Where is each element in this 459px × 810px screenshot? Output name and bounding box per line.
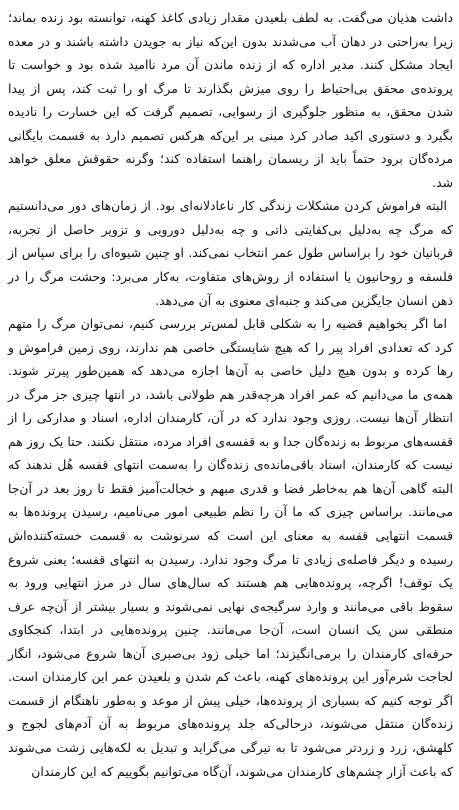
paragraph-2: البته فراموش کردن مشکلات زندگی کار ناعادلانه‌ای بود. از زمان‌های دور می‌دانستیم که مرگ چه به‌دلیل بی‌کفایتی ذاتی و چه به‌دلیل دورویی و تزویر حاصل از تجربه، قربانیان خود را براساس طول عمر انتخاب نمی‌کند. او چنین شیوه‌ای را برای سپاس از فلسفه و روحانیون یا استفاده از روش‌های متفاوت، به‌کار می‌برد: وحشت مرگ را در ذهن انسان جایگزین می‌کند و جنبه‌ای معنوی به آن می‌دهد.	[8, 198, 453, 308]
paragraph-1: داشت هذیان می‌گفت. به لطف بلعیدن مقدار زیادی کاغذ کهنه، توانسته بود زنده بماند؛ زیرا به‌راحتی در دهان آب می‌شدند بدون این‌که نیاز به جویدن داشته باشند و در معده ایجاد مشکل کنند. مدیر اداره که از زنده ماندن آن مرد ناامید شده بود و خواست تا پرونده‌ی محقق بی‌احتیاط را روی میزش بگذارند تا مرگ او را ثبت کند، پس از پیدا شدن محقق، به منظور جلوگیری از رسوایی، تصمیم گرفت که این خسارت را نادیده بگیرد و دستوری اکید صادر کرد مبنی بر این‌که هرکس تصمیم دارد به قسمت بایگانی مرده‌گان برود حتماً باید از ریسمان راهنما استفاده کند؛ وگرنه حقوقش معلق خواهد شد.	[8, 10, 453, 190]
paragraph-3: اما اگر بخواهیم قضیه را به شکلی قابل لمس‌تر بررسی کنیم، نمی‌توان مرگ را متهم کرد که تعدادی افراد پیر را که هیچ شایستگی خاصی هم ندارند، روی زمین فراموش و رها کرده و بدون هیچ دلیل خاصی به آن‌ها اجازه می‌دهد که همین‌طور پیرتر شوند. همه‌ی ما می‌دانیم که عمر افراد هرچه‌قدر هم طولانی باشد، در انتها چیزی جز مرگ در انتظار آن‌ها نیست. روزی وجود ندارد که در آن، کارمندان اداره، اسناد و مدارکی را از قفسه‌های مربوط به زنده‌گان جدا و به قفسه‌ی افراد مرده، منتقل نکنند. حتا یک روز هم نیست که کارمندان، اسناد باقی‌مانده‌ی زنده‌گان را به‌سمت انتهای قفسه هُل ندهند که البته گاهی آن‌ها هم به‌خاطر فضا و قدری مبهم و خجالت‌آمیز فقط تا روز بعد در آن‌جا می‌مانند. براساس چیزی که ما آن را نظم طبیعی امور می‌نامیم، رسیدن پرونده‌ها به قسمت انتهایی قفسه به معنای این است که سرنوشت به قسمت خسته‌کننده‌اش رسیده و دیگر فاصله‌ی زیادی تا مرگ وجود ندارد. رسیدن به انتهای قفسه؛ یعنی شروع یک توقف! اگرچه، پرونده‌هایی هم هستند که سال‌های سال در مرز انتهایی ورود به سقوط باقی می‌مانند و وارد سرگیجه‌ی نهایی نمی‌شوند و بسیار بیشتر از آن‌چه عرف منطقی سن یک انسان است، آن‌جا می‌مانند. چنین پرونده‌هایی در ابتدا، کنجکاوی حرفه‌ای کارمندان را برمی‌انگیزند؛ اما خیلی زود بی‌صبری آن‌ها شروع می‌شود، انگار لجاجت شرم‌آور این پرونده‌های کهنه، باعث کم شدن و بلعیدن عمر این کارمندان است. اگر توجه کنیم که بسیاری از پرونده‌ها، خیلی پیش از موعد و به‌طور ناهنگام از قسمت زنده‌گان منتقل می‌شوند، درحالی‌که جلد پرونده‌های مربوط به آن آدم‌های لجوج و کلهشق، زرد و زردتر می‌شود تا به تیرگی می‌گراید و تبدیل به لکه‌هایی زشت می‌شوند که باعث آزار چشم‌های کارمندان می‌شوند، آن‌گاه می‌توانیم بگوییم که این کارمندان	[8, 316, 453, 779]
